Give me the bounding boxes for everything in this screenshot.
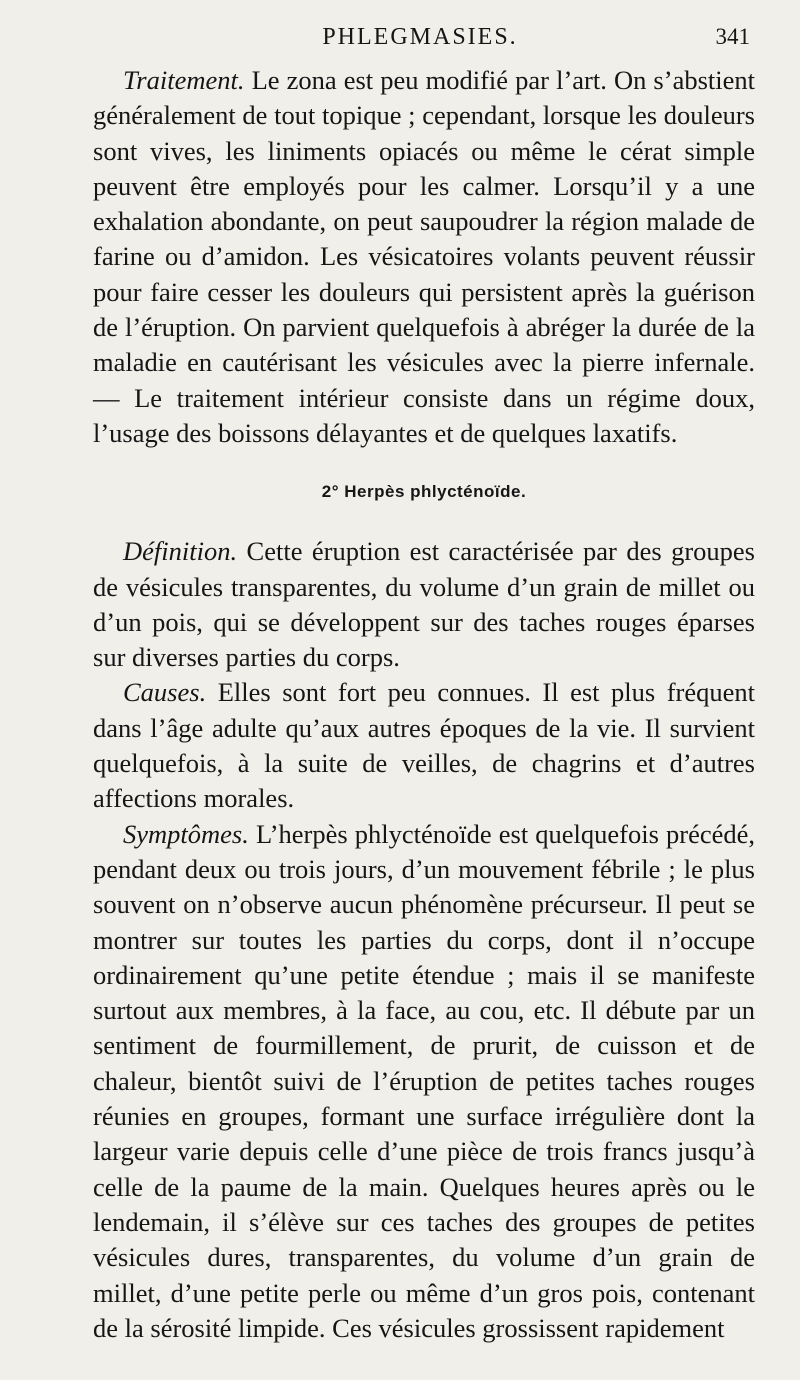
running-head — [90, 20, 750, 60]
paragraph-text: L’herpès phlycténoïde est quelquefois précédé, pendant deux ou trois jours, d’un mouvement fébrile ; le plus souvent on n’observe aucun phénomène précurseur. Il peut se montrer sur toutes les parties du corps, dont il n’occupe ordinairement qu’une petite étendue ; mais il se manifeste surtout aux membres, à la face, au cou, etc. Il débute par un sentiment de fourmillement, de prurit, de cuisson et de chaleur, bientôt suivi de l’éruption de petites taches rouges réunies en groupes, formant une surface irrégulière dont la largeur varie depuis celle d’une pièce de trois francs jusqu’à celle de la paume de la main. Quelques heures après ou le lendemain, il s’élève sur ces taches des groupes de petites vésicules dures, transparentes, du volume d’un grain de millet, d’une petite perle ou même d’un gros pois, contenant de la sérosité limpide. Ces vésicules grossissent rapidement — [93, 818, 755, 1343]
paragraph-label: Traitement. — [123, 65, 245, 95]
paragraph-definition — [93, 534, 755, 675]
paragraph-label: Définition. — [123, 536, 238, 567]
paragraph-label: Symptômes. — [123, 818, 249, 849]
paragraph-text: Cette éruption est caractérisée par des groupes de vésicules transparentes, du volume d’un grain de millet ou d’un pois, qui se développent sur des taches rouges éparses sur diverses parties du corps. — [93, 536, 755, 673]
paragraph-traitement — [93, 63, 755, 451]
paragraph-text: Elles sont fort peu connues. Il est plus fréquent dans l’âge adulte qu’aux autres époques de la vie. Il survient quelquefois, à la suite de veilles, de chagrins et d’autres affections morales. — [93, 677, 755, 814]
page-number: 341 — [715, 24, 750, 49]
paragraph-text: Le zona est peu modifié par l’art. On s’abstient généralement de tout topique ; cependant, lorsque les douleurs sont vives, les liniments opiacés ou même le cérat simple peuvent être employés pour les calmer. Lorsqu’il y a une exhalation abondante, on peut saupoudrer la région malade de farine ou d’amidon. Les vésicatoires volants peuvent réussir pour faire cesser les douleurs qui persistent après la guérison de l’éruption. On parvient quelquefois à abréger la durée de la maladie en cautérisant les vésicules avec la pierre infernale. — Le traitement intérieur consiste dans un régime doux, l’usage des boissons délayantes et de quelques laxatifs. — [93, 65, 755, 448]
paragraph-causes — [93, 675, 755, 816]
section-heading: 2° Herpès phlycténoïde. — [321, 482, 527, 502]
body-text — [93, 63, 755, 1346]
paragraph-label: Causes. — [123, 677, 207, 708]
running-title: PHLEGMASIES. — [322, 24, 518, 50]
paragraph-symptomes — [93, 817, 755, 1346]
